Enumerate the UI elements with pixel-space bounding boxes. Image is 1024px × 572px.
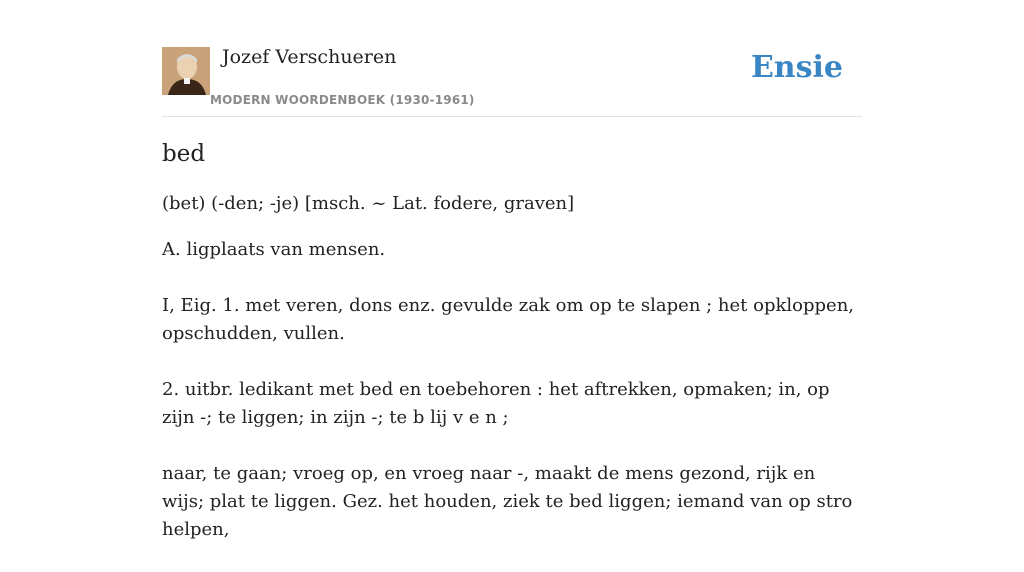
dictionary-source[interactable]: MODERN WOORDENBOEK (1930-1961): [210, 93, 475, 107]
author-name[interactable]: Jozef Verschueren: [222, 46, 397, 68]
ensie-logo[interactable]: Ensie: [750, 50, 843, 85]
entry-content: [162, 138, 862, 572]
entry-paragraph: I, Eig. 1. met veren, dons enz. gevulde zak om op te slapen ; het opkloppen, opschudden, vullen.: [162, 295, 855, 344]
entry-etymology: (bet) (-den; -je) [msch. ~ Lat. fodere, graven]: [162, 193, 575, 214]
entry-paragraph: A. ligplaats van mensen.: [162, 239, 386, 260]
entry-headword: bed: [162, 141, 206, 167]
page-header: [162, 40, 862, 117]
author-avatar[interactable]: [162, 47, 210, 95]
entry-paragraph: 2. uitbr. ledikant met bed en toebehoren : het aftrekken, opmaken; in, op zijn -; te liggen; in zijn -; te b lij v e n ;: [162, 379, 830, 428]
entry-paragraph: naar, te gaan; vroeg op, en vroeg naar -, maakt de mens gezond, rijk en wijs; plat te liggen. Gez. het houden, ziek te bed liggen; iemand van op stro helpen,: [162, 463, 853, 540]
author-portrait-icon: [162, 47, 210, 95]
